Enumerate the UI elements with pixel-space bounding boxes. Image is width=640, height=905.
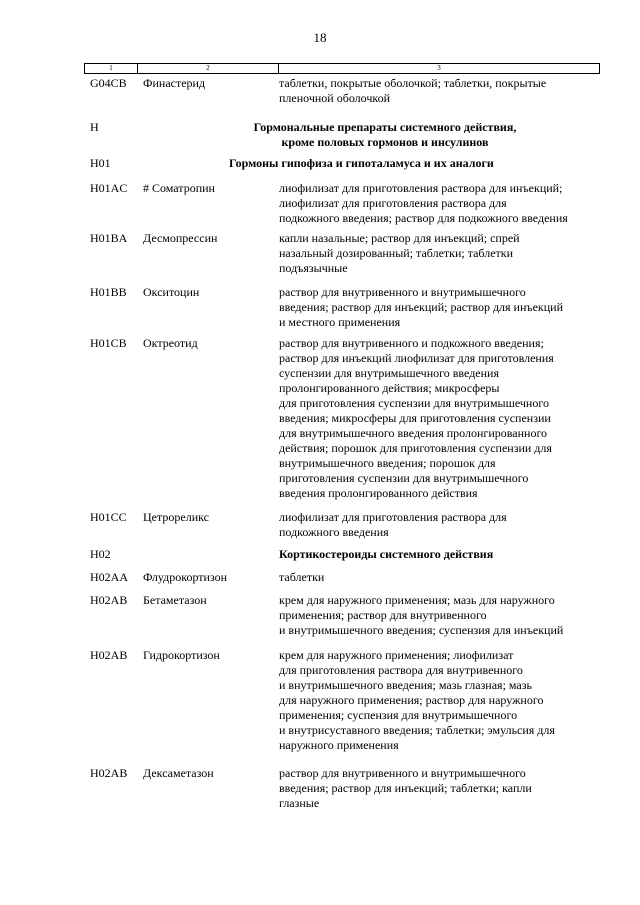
dosage-forms	[279, 570, 591, 585]
dosage-form-line: таблетки, покрытые оболочкой; таблетки, покрытые	[279, 76, 547, 90]
atc-code: H02AB	[90, 593, 128, 607]
drug-name: Флудрокортизон	[143, 570, 228, 584]
dosage-form-line: для приготовления суспензии для внутримышечного	[279, 396, 549, 410]
atc-code: H02	[90, 547, 111, 561]
atc-code: H01BB	[90, 285, 127, 299]
drug-name: Гидрокортизон	[143, 648, 220, 662]
section-heading-line: Гормональные препараты системного действия,	[253, 120, 517, 134]
column-number-header	[84, 63, 600, 74]
dosage-forms	[279, 231, 591, 276]
atc-code: H01	[90, 156, 111, 170]
dosage-forms	[279, 336, 591, 501]
dosage-forms	[279, 76, 591, 106]
dosage-form-line: и внутрисуставного введения; таблетки; эмульсия для	[279, 723, 555, 737]
drug-name: # Соматропин	[143, 181, 215, 195]
atc-code: H02AA	[90, 570, 128, 584]
section-heading	[200, 120, 570, 150]
atc-code: H02AB	[90, 648, 128, 662]
dosage-forms	[279, 593, 591, 638]
dosage-form-line: действия; порошок для приготовления суспензии для	[279, 441, 552, 455]
drug-name: Цетрореликс	[143, 510, 209, 524]
dosage-form-line: крем для наружного применения; лиофилизат	[279, 648, 514, 662]
section-heading-line: Гормоны гипофиза и гипоталамуса и их аналоги	[229, 156, 494, 170]
drug-name: Октреотид	[143, 336, 198, 350]
dosage-forms	[279, 181, 591, 226]
atc-code: H02AB	[90, 766, 128, 780]
dosage-forms	[279, 285, 591, 330]
drug-name: Бетаметазон	[143, 593, 207, 607]
atc-code: H01BA	[90, 231, 128, 245]
dosage-forms	[279, 766, 591, 811]
dosage-form-line: лиофилизат для приготовления раствора для инъекций;	[279, 181, 563, 195]
dosage-form-line: назальный дозированный; таблетки; таблетки	[279, 246, 514, 260]
dosage-form-line: подкожного введения	[279, 525, 389, 539]
dosage-form-line: применения; суспензия для внутримышечного	[279, 708, 518, 722]
dosage-form-line: пролонгированного действия; микросферы	[279, 381, 500, 395]
atc-code: H	[90, 120, 99, 134]
dosage-form-line: таблетки	[279, 570, 325, 584]
section-heading	[229, 156, 599, 171]
dosage-form-line: введения; микросферы для приготовления суспензии	[279, 411, 551, 425]
dosage-form-line: для приготовления раствора для внутривенного	[279, 663, 523, 677]
drug-name: Финастерид	[143, 76, 206, 90]
column-number-1: 1	[109, 64, 113, 72]
dosage-forms	[279, 510, 591, 540]
dosage-form-line: внутримышечного введения; порошок для	[279, 456, 496, 470]
atc-code: H01CB	[90, 336, 127, 350]
drug-name: Окситоцин	[143, 285, 200, 299]
dosage-form-line: приготовления суспензии для внутримышечного	[279, 471, 529, 485]
dosage-form-line: глазные	[279, 796, 320, 810]
dosage-form-line: для наружного применения; раствор для наружного	[279, 693, 544, 707]
dosage-form-line: лиофилизат для приготовления раствора для	[279, 510, 507, 524]
dosage-form-line: и внутримышечного введения; мазь глазная; мазь	[279, 678, 532, 692]
atc-code: H01CC	[90, 510, 127, 524]
dosage-form-line: введения; раствор для инъекций; таблетки; капли	[279, 781, 532, 795]
dosage-form-line: введения; раствор для инъекций; раствор для инъекций	[279, 300, 564, 314]
atc-code: H01AC	[90, 181, 128, 195]
drug-name: Дексаметазон	[143, 766, 214, 780]
dosage-form-line: пленочной оболочкой	[279, 91, 391, 105]
dosage-form-line: суспензии для внутримышечного введения	[279, 366, 499, 380]
atc-code: G04CB	[90, 76, 127, 90]
dosage-form-line: раствор для инъекций лиофилизат для приготовления	[279, 351, 554, 365]
dosage-form-line: для внутримышечного введения пролонгированного	[279, 426, 548, 440]
dosage-form-line: применения; раствор для внутривенного	[279, 608, 487, 622]
dosage-form-line: капли назальные; раствор для инъекций; спрей	[279, 231, 520, 245]
section-heading-line: Кортикостероиды системного действия	[279, 547, 494, 561]
column-number-3: 3	[437, 64, 441, 72]
dosage-form-line: и внутримышечного введения; суспензия для инъекций	[279, 623, 564, 637]
dosage-form-line: лиофилизат для приготовления раствора для	[279, 196, 507, 210]
dosage-form-line: раствор для внутривенного и внутримышечного	[279, 766, 526, 780]
dosage-form-line: наружного применения	[279, 738, 399, 752]
dosage-form-line: раствор для внутривенного и подкожного введения;	[279, 336, 544, 350]
dosage-form-line: и местного применения	[279, 315, 401, 329]
dosage-form-line: раствор для внутривенного и внутримышечного	[279, 285, 526, 299]
dosage-forms	[279, 648, 591, 753]
section-heading-line: кроме половых гормонов и инсулинов	[281, 135, 489, 149]
dosage-form-line: введения пролонгированного действия	[279, 486, 478, 500]
section-heading	[279, 547, 640, 562]
dosage-form-line: подкожного введения; раствор для подкожного введения	[279, 211, 568, 225]
dosage-form-line: подъязычные	[279, 261, 348, 275]
dosage-form-line: крем для наружного применения; мазь для наружного	[279, 593, 555, 607]
column-number-2: 2	[206, 64, 210, 72]
page-number: 18	[313, 30, 327, 45]
drug-name: Десмопрессин	[143, 231, 218, 245]
